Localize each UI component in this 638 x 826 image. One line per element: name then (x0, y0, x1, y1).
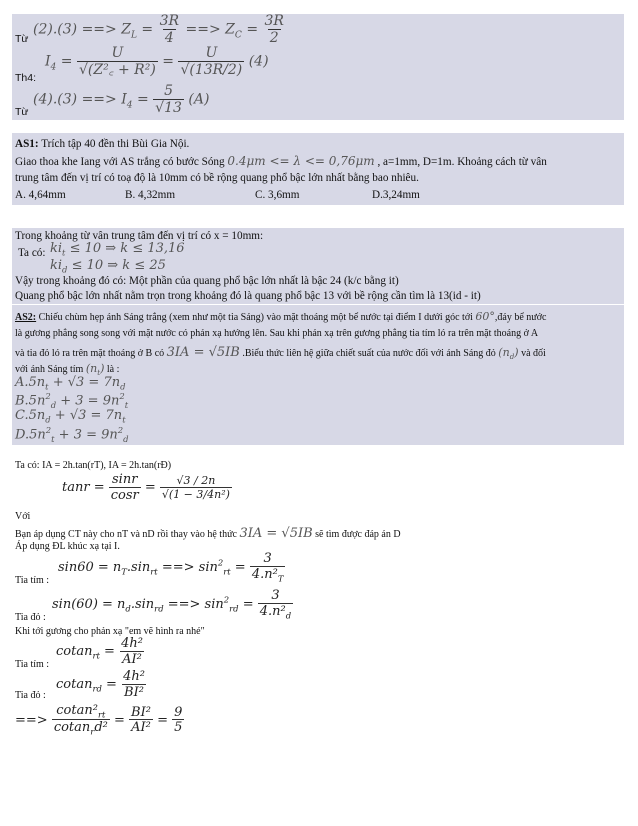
sol2-tia-do-1: Tia đỏ : (15, 612, 46, 623)
as2-option-d: $D.5n^2_t + 3 = 9n^2_d$ (15, 425, 129, 444)
as2-option-c: $C.5n_d + √3 = 7n_t$ (15, 408, 126, 425)
sol2-line-khi: Khi tới gương cho phản xạ "em vẽ hình ra nhé" (15, 626, 205, 637)
as2-option-b: $B.5n^2_d + 3 = 9n^2_t$ (15, 391, 129, 410)
as1-line-3: trung tâm đến vị trí có toạ độ là 10mm có bề rộng quang phổ bậc lớn nhất bằng bao nhiêu. (15, 172, 419, 184)
sol2-line-1: Ta có: IA = 2h.tan(rT), IA = 2h.tan(rĐ) (15, 460, 172, 471)
sol2-line-apdung: Áp dụng ĐL khúc xạ tại I. (15, 541, 120, 552)
as2-line-3: và tia đỏ ló ra trên mặt thoáng ở B có 3IA = √5IB .Biểu thức liên hệ giữa chiết suất của nước đối với ánh Sáng đỏ $(n_d)$ và đối (15, 345, 546, 362)
sol2-tia-tim-2: Tia tím : (15, 659, 50, 670)
sol1-line-1: Trong khoảng từ vân trung tâm đến vị trí có x = 10mm: (15, 230, 264, 242)
sol2-final-ratio: ==> $\frac{cotan^2_{rt}}{cotan_rd^2}$ = $\frac{\text{BI²}}{\text{AI²}}$ = $\frac{9}{5}$ (15, 703, 183, 738)
equation-i4: $I_4$ = $\frac{U}{\text{√(Z²꜀ + R²)}}$ = $\frac{U}{√(13R/2)}$ (4) (45, 45, 269, 78)
as2-line-4: với ánh Sáng tím $(n_t)$ là : (15, 362, 120, 378)
sol1-ineq-1: $ki_t \le 10$ ⇒ k ≤ 13,16 (50, 241, 185, 258)
label-tu-2: Từ (15, 106, 29, 118)
sol2-voi: Với (15, 511, 31, 522)
sol2-line-ban: Bạn áp dụng CT này cho nT và nD rồi thay vào hệ thức 3IA = √5IB sẽ tìm được đáp án D (15, 526, 401, 541)
sol1-line-4: Quang phổ bậc lớn nhất nằm trọn trong khoảng đó là quang phổ bậc 13 với bề rộng cần tìm là 13(id - it) (15, 290, 481, 302)
sol1-ineq-2: $ki_d \le 10$ ⇒ k ≤ 25 (50, 258, 166, 275)
sol2-cotan-do: cotan$_{rd}$ = $\frac{\text{4h²}}{\text{BI²}}$ (56, 669, 145, 700)
sol2-tia-tim-1: Tia tím : (15, 575, 50, 586)
label-tu-1: Từ (15, 33, 29, 45)
as1-option-a: A. 4,64mm (15, 189, 66, 201)
as2-line-1: AS2: Chiếu chùm hẹp ánh Sáng trắng (xem như một tia Sáng) vào mặt thoáng một bể nước tại điểm I dưới góc tới 60°,đáy bể nước (15, 310, 547, 323)
sol2-tia-do-2: Tia đỏ : (15, 690, 46, 701)
as1-option-d: D.3,24mm (372, 189, 420, 201)
sol2-cotan-tim: cotan$_{rt}$ = $\frac{\text{4h²}}{\text{AI²}}$ (56, 636, 143, 667)
as1-heading: AS1: Trích tập 40 đền thi Bùi Gia Nội. (15, 138, 190, 150)
sol2-sin-do: $\sin(60) = n_d.\sin_{rd}$ ==> $\sin^2_{rd}$ = $\frac{3}{4.n^2_d}$ (52, 588, 292, 621)
sol2-tanr: tanr = $\frac{\sin r}{\cos r}$ = $\frac{√3 / 2n}{\text{√(1 − 3/4n²)}}$ (62, 472, 230, 503)
as1-line-2: Giao thoa khe Iang với AS trắng có bước Sóng 0.4μm <= λ <= 0,76μm , a=1mm, D=1m. Khoảng cách từ vân (15, 154, 547, 168)
sol1-taco: Ta có: (18, 247, 46, 259)
label-th4: Th4: (15, 72, 37, 84)
sol1-line-3: Vậy trong khoảng đó có: Một phần của quang phổ bậc lớn nhất là bậc 24 (k/c bằng it) (15, 275, 399, 287)
sol2-sin-tim: $\sin 60 = n_T.\sin_{rt}$ ==> $\sin^2_{rt}$ = $\frac{3}{4.n^2_T}$ (58, 551, 284, 584)
as1-option-c: C. 3,6mm (255, 189, 300, 201)
as1-option-b: B. 4,32mm (125, 189, 176, 201)
equation-zl-zc: (2).(3) ==> $Z_L$ = $\frac{3R}{4}$ ==> $Z_C$ = $\frac{3R}{2}$ (33, 13, 284, 46)
as2-line-2: là gương phẳng song song với mặt nước có phản xạ hướng lên. Sau khi phản xạ trên gương phẳng tia tím ló ra trên mặt thoáng ở A (15, 328, 539, 339)
equation-i4-value: (4).(3) ==> $I_4$ = $\frac{5}{√13}$ (A) (33, 83, 210, 116)
as2-option-a: $A.5n_t + √3 = 7n_d$ (15, 375, 126, 392)
